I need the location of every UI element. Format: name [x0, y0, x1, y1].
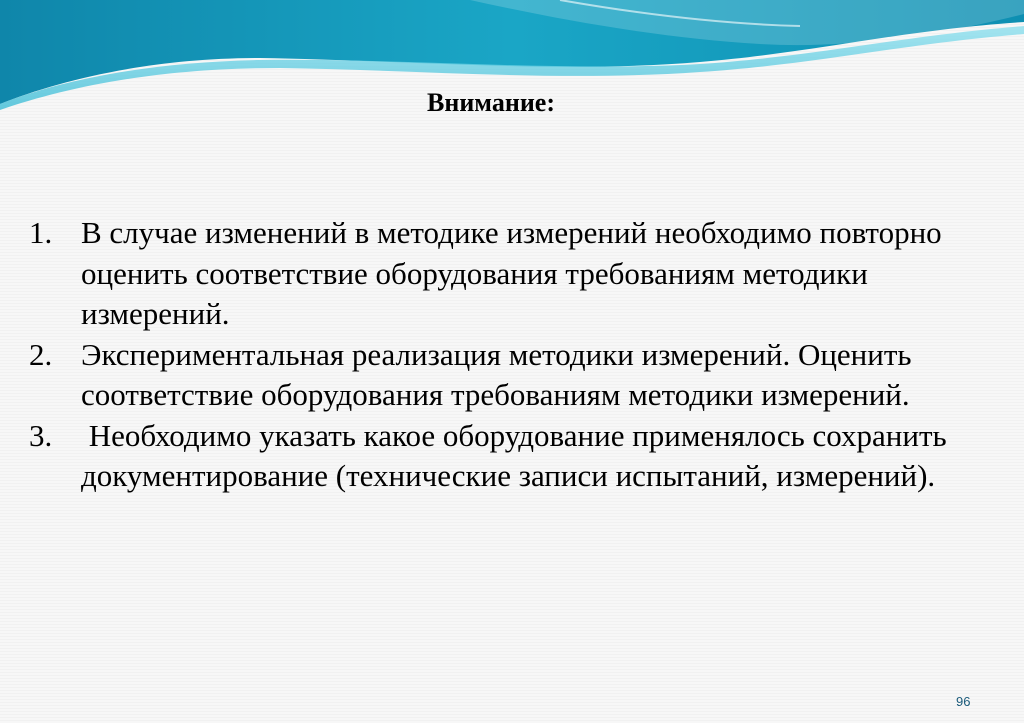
- list-item: [29, 335, 979, 416]
- page-number: 96: [956, 694, 971, 709]
- requirements-list: [29, 213, 979, 497]
- list-item: [29, 213, 979, 335]
- item-text: Экспериментальная реализация методики измерений. Оценить соответствие оборудования требованиям методики измерений.: [81, 336, 912, 412]
- item-text: Необходимо указать какое оборудование применялось сохранить документирование (технические записи испытаний, измерений).: [81, 417, 955, 493]
- item-text: В случае изменений в методике измерений необходимо повторно оценить соответствие оборудования требованиям методики измерений.: [81, 215, 942, 331]
- item-number: 2.: [29, 336, 53, 372]
- item-number: 3.: [29, 417, 53, 453]
- list-item: [29, 416, 979, 497]
- slide-title: Внимание:: [427, 88, 555, 117]
- item-number: 1.: [29, 215, 53, 250]
